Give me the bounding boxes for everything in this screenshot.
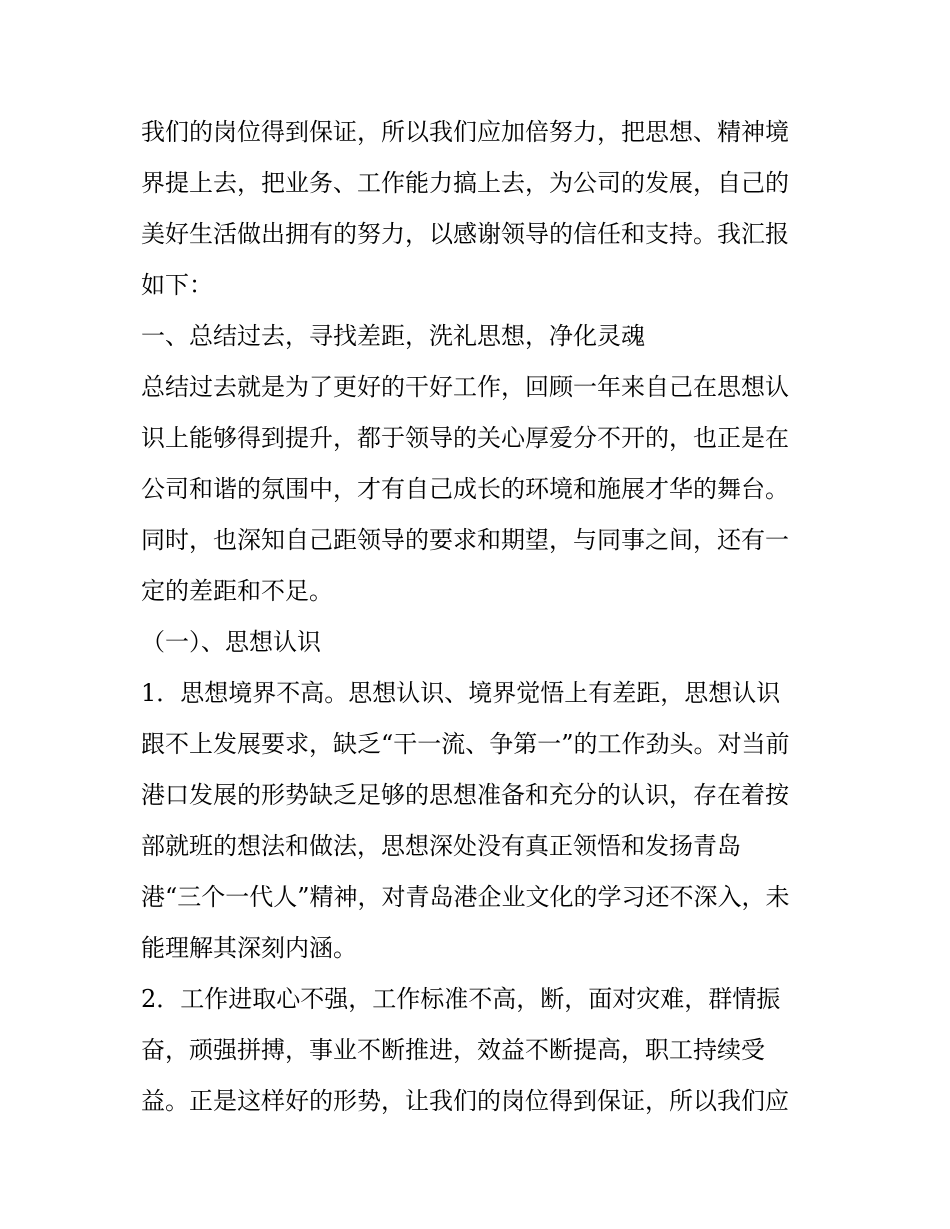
text-line: 部就班的想法和做法，思想深处没有真正领悟和发扬青岛 — [141, 832, 741, 860]
list-item-1-line: 1．思想境界不高。思想认识、境界觉悟上有差距，思想认识 — [141, 679, 781, 707]
document-body — [141, 107, 821, 1127]
text-line: 定的差距和不足。 — [141, 577, 333, 605]
text-line: 识上能够得到提升，都于领导的关心厚爱分不开的，也正是在 — [141, 424, 789, 452]
text-line: 公司和谐的氛围中，才有自己成长的环境和施展才华的舞台。 — [141, 475, 789, 503]
text-line: 益。正是这样好的形势，让我们的岗位得到保证，所以我们应 — [141, 1087, 789, 1115]
section-heading: 一、总结过去，寻找差距，洗礼思想，净化灵魂 — [141, 322, 645, 350]
text-line: 港“三个一代人”精神，对青岛港企业文化的学习还不深入，未 — [141, 883, 790, 911]
list-item-2-line: 2．工作进取心不强，工作标准不高，断，面对灾难，群情振 — [141, 985, 781, 1013]
text-line: 如下： — [141, 271, 213, 299]
text-line: 界提上去，把业务、工作能力搞上去，为公司的发展，自己的 — [141, 169, 789, 197]
text-line: 我们的岗位得到保证，所以我们应加倍努力，把思想、精神境 — [141, 118, 789, 146]
subsection-heading: （一）、思想认识 — [141, 628, 321, 656]
text-line: 美好生活做出拥有的努力，以感谢领导的信任和支持。我汇报 — [141, 220, 789, 248]
text-line: 跟不上发展要求，缺乏“干一流、争第一”的工作劲头。对当前 — [141, 730, 790, 758]
text-line: 港口发展的形势缺乏足够的思想准备和充分的认识，存在着按 — [141, 781, 789, 809]
text-line: 能理解其深刻内涵。 — [141, 934, 357, 962]
text-line: 奋，顽强拼搏，事业不断推进，效益不断提高，职工持续受 — [141, 1036, 765, 1064]
text-line: 同时，也深知自己距领导的要求和期望，与同事之间，还有一 — [141, 526, 789, 554]
text-line: 总结过去就是为了更好的干好工作，回顾一年来自己在思想认 — [141, 373, 789, 401]
